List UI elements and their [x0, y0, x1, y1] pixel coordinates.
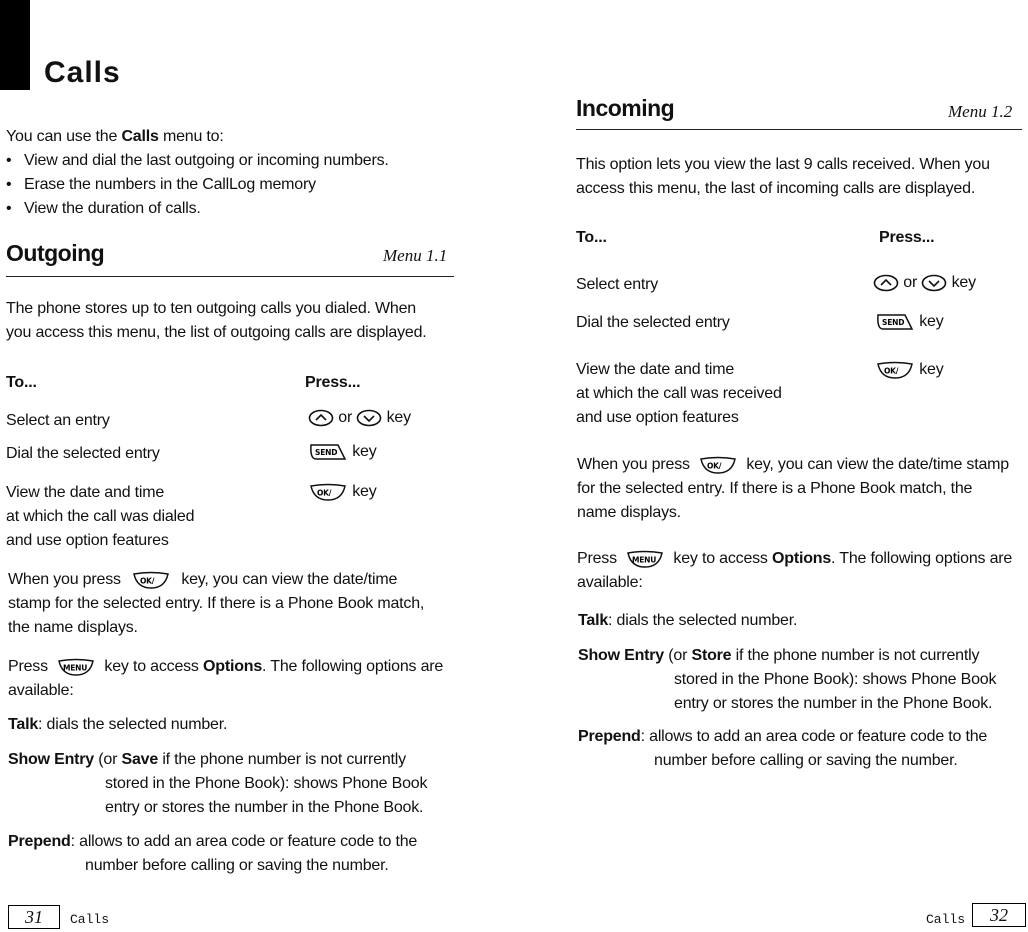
table-row-press: SEND key: [875, 310, 944, 334]
page-number: 31: [8, 905, 60, 929]
paragraph-line: When you press OK/ key, you can view the date/time: [8, 571, 398, 588]
page-number: 32: [972, 903, 1026, 927]
table-row-action: at which the call was dialed: [6, 508, 195, 525]
nav-up-key-icon: [308, 409, 334, 427]
option-prepend-line: number before calling or saving the number.: [85, 857, 389, 874]
nav-down-key-icon: [356, 409, 382, 427]
option-show-entry-line: stored in the Phone Book): shows Phone Book: [674, 671, 997, 688]
column-header-to: To...: [6, 374, 37, 391]
svg-text:OK/: OK/: [707, 461, 722, 471]
paragraph-line: name displays.: [577, 504, 681, 521]
footer-chapter-label: Calls: [70, 912, 110, 927]
table-row-action: Dial the selected entry: [6, 445, 160, 462]
table-row-press: or key: [873, 271, 976, 295]
option-show-entry: Show Entry (or Save if the phone number is not currently: [8, 751, 406, 768]
option-prepend: Prepend: allows to add an area code or feature code to the: [8, 833, 418, 850]
ok-key-icon: [131, 570, 171, 590]
paragraph-line: for the selected entry. If there is a Phone Book match, the: [577, 480, 973, 497]
list-item: • View the duration of calls.: [4, 197, 389, 221]
menu-key-icon: [56, 657, 96, 677]
paragraph-line: the name displays.: [8, 619, 138, 636]
table-row-press: OK/ key: [308, 480, 377, 504]
table-row-press: SEND key: [308, 440, 377, 464]
send-key-icon: [875, 312, 915, 332]
svg-text:MENU: MENU: [63, 663, 88, 673]
table-row-action: and use option features: [6, 532, 169, 549]
option-talk: Talk: dials the selected number.: [8, 716, 228, 733]
send-key-icon: [308, 442, 348, 462]
column-header-press: Press...: [879, 229, 935, 246]
ok-key-icon: [698, 455, 738, 475]
table-row-action: Select entry: [576, 276, 659, 293]
chapter-tab-bar: [0, 0, 30, 90]
section-divider: [576, 129, 1022, 130]
paragraph-line: Press MENU key to access Options. The following options are: [8, 658, 444, 675]
table-row-action: View the date and time: [6, 484, 165, 501]
paragraph-line: Press MENU key to access Options. The following options are: [577, 550, 1013, 567]
paragraph-line: stamp for the selected entry. If there is a Phone Book match,: [8, 595, 425, 612]
paragraph-line: When you press OK/ key, you can view the date/time stamp: [577, 456, 1009, 473]
right-page: [570, 0, 1028, 932]
list-item: • Erase the numbers in the CallLog memory: [4, 173, 389, 197]
column-header-to: To...: [576, 229, 607, 246]
ok-key-icon: [875, 360, 915, 380]
description-line: you access this menu, the list of outgoing calls are displayed.: [6, 324, 427, 341]
footer-chapter-label: Calls: [926, 912, 966, 927]
nav-up-key-icon: [873, 274, 899, 292]
description-line: The phone stores up to ten outgoing calls you dialed. When: [6, 300, 417, 317]
table-row-action: at which the call was received: [576, 385, 782, 402]
section-title-outgoing: Outgoing: [6, 240, 105, 266]
table-row-press: OK/ key: [875, 358, 944, 382]
table-row-press: or key: [308, 406, 411, 430]
svg-text:SEND: SEND: [315, 447, 338, 457]
paragraph-line: available:: [8, 682, 74, 699]
menu-ref: Menu 1.1: [383, 246, 448, 265]
chapter-title: Calls: [44, 56, 121, 89]
table-row-action: and use option features: [576, 409, 739, 426]
ok-key-icon: [308, 482, 348, 502]
svg-text:OK/: OK/: [140, 576, 155, 586]
option-show-entry-line: entry or stores the number in the Phone Book.: [105, 799, 424, 816]
menu-ref: Menu 1.2: [948, 102, 1013, 121]
option-talk: Talk: dials the selected number.: [578, 612, 798, 629]
section-divider: [6, 276, 454, 277]
table-row-action: Select an entry: [6, 412, 110, 429]
menu-key-icon: [625, 549, 665, 569]
intro-line: You can use the Calls menu to:: [6, 128, 224, 145]
description-line: This option lets you view the last 9 calls received. When you: [576, 156, 990, 173]
option-prepend: Prepend: allows to add an area code or feature code to the: [578, 728, 988, 745]
svg-text:SEND: SEND: [882, 317, 905, 327]
nav-down-key-icon: [921, 274, 947, 292]
svg-text:OK/: OK/: [884, 366, 899, 376]
left-page: [0, 0, 470, 932]
option-show-entry-line: stored in the Phone Book): shows Phone Book: [105, 775, 428, 792]
table-row-action: View the date and time: [576, 361, 735, 378]
table-row-action: Dial the selected entry: [576, 314, 730, 331]
svg-text:MENU: MENU: [632, 555, 657, 565]
description-line: access this menu, the last of incoming calls are displayed.: [576, 180, 976, 197]
section-title-incoming: Incoming: [576, 95, 675, 121]
column-header-press: Press...: [305, 374, 361, 391]
option-show-entry-line: entry or stores the number in the Phone Book.: [674, 695, 993, 712]
svg-text:OK/: OK/: [317, 488, 332, 498]
paragraph-line: available:: [577, 574, 643, 591]
option-show-entry: Show Entry (or Store if the phone number is not currently: [578, 647, 980, 664]
option-prepend-line: number before calling or saving the number.: [654, 752, 958, 769]
list-item: • View and dial the last outgoing or incoming numbers.: [4, 149, 389, 173]
intro-bullet-list: [4, 149, 389, 221]
